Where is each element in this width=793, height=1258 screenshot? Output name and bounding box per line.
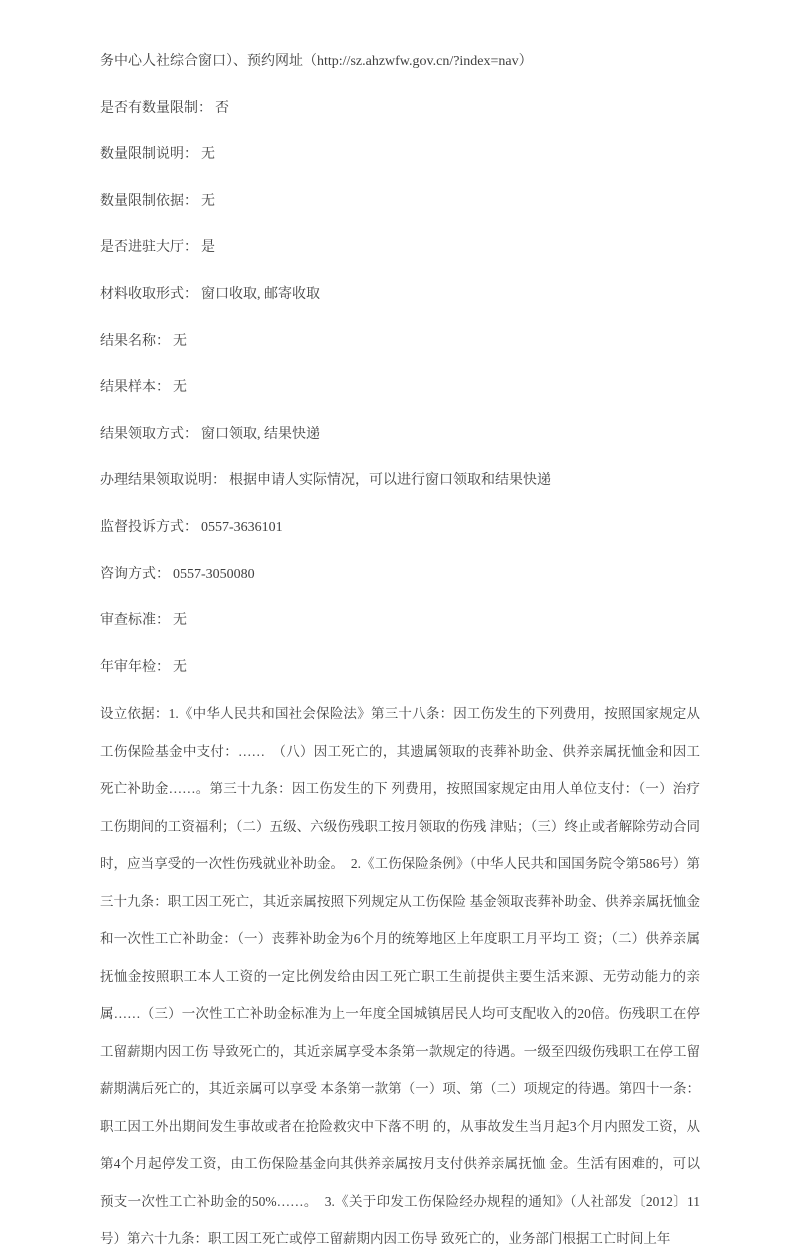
field-value: 无 <box>201 193 215 209</box>
field-line <box>100 471 700 491</box>
field-label: 监督投诉方式： <box>100 519 198 535</box>
field-line <box>100 192 700 212</box>
field-label: 是否有数量限制： <box>100 100 212 116</box>
field-line <box>100 611 700 631</box>
field-value: 无 <box>173 613 187 629</box>
field-label: 结果样本： <box>100 380 170 396</box>
field-value: 无 <box>173 380 187 396</box>
legal-basis-paragraph <box>100 695 700 1258</box>
field-value: 是 <box>201 240 215 256</box>
field-line <box>100 658 700 678</box>
field-label: 数量限制依据： <box>100 193 198 209</box>
field-value: 窗口领取, 结果快递 <box>201 426 320 442</box>
field-label: 办理结果领取说明： <box>100 473 226 489</box>
field-label: 年审年检： <box>100 659 170 675</box>
field-line <box>100 378 700 398</box>
field-label: 数量限制说明： <box>100 147 198 163</box>
field-value: 0557-3636101 <box>201 519 283 535</box>
field-value: 无 <box>173 659 187 675</box>
continuation-line <box>100 52 700 72</box>
legal-basis-text: 设立依据：1.《中华人民共和国社会保险法》第三十八条：因工伤发生的下列费用，按照国家规定从工伤保险基金中支付：…… （八）因工死亡的，其遗属领取的丧葬补助金、供养亲属抚恤金和因工死亡补助金……。第三十九条：因工伤发生的下 列费用，按照国家规定由用人单位支付：（一）治疗工伤期间的工资福利；（二）五级、六级伤残职工按月领取的伤残 津贴；（三）终止或者解除劳动合同时，应当享受的一次性伤残就业补助金。 2.《工伤保险条例》（中华人民共和国国务院令第586号）第三十九条：职工因工死亡，其近亲属按照下列规定从工伤保险 基金领取丧葬补助金、供养亲属抚恤金和一次性工亡补助金：（一）丧葬补助金为6个月的统筹地区上年度职工月平均工 资；（二）供养亲属抚恤金按照职工本人工资的一定比例发给由因工死亡职工生前提供主要生活来源、无劳动能力的亲 属……（三）一次性工亡补助金标准为上一年度全国城镇居民人均可支配收入的20倍。伤残职工在停工留薪期内因工伤 导致死亡的，其近亲属享受本条第一款规定的待遇。一级至四级伤残职工在停工留薪期满后死亡的，其近亲属可以享受 本条第一款第（一）项、第（二）项规定的待遇。第四十一条：职工因工外出期间发生事故或者在抢险救灾中下落不明 的，从事故发生当月起3个月内照发工资，从第4个月起停发工资，由工伤保险基金向其供养亲属按月支付供养亲属抚恤 金。生活有困难的，可以预支一次性工亡补助金的50%……。 3.《关于印发工伤保险经办规程的通知》（人社部发〔2012〕11号）第六十九条：职工因工死亡或停工留薪期内因工伤导 致死亡的，业务部门根据工亡时间上年 <box>100 706 700 1247</box>
field-value: 窗口收取, 邮寄收取 <box>201 286 320 302</box>
field-label: 咨询方式： <box>100 566 170 582</box>
field-line <box>100 332 700 352</box>
field-label: 材料收取形式： <box>100 286 198 302</box>
field-label: 审查标准： <box>100 613 170 629</box>
field-line <box>100 425 700 445</box>
field-list <box>100 99 700 678</box>
field-line <box>100 238 700 258</box>
continuation-text: 务中心人社综合窗口）、预约网址（http://sz.ahzwfw.gov.cn/?index=nav） <box>100 54 533 69</box>
field-line <box>100 145 700 165</box>
field-line <box>100 285 700 305</box>
field-value: 0557-3050080 <box>173 566 255 582</box>
field-line <box>100 565 700 585</box>
field-value: 无 <box>201 147 215 163</box>
field-value: 否 <box>215 100 229 116</box>
field-value: 无 <box>173 333 187 349</box>
field-label: 结果领取方式： <box>100 426 198 442</box>
field-line <box>100 99 700 119</box>
field-value: 根据申请人实际情况，可以进行窗口领取和结果快递 <box>229 473 551 489</box>
field-label: 是否进驻大厅： <box>100 240 198 256</box>
field-label: 结果名称： <box>100 333 170 349</box>
field-line <box>100 518 700 538</box>
